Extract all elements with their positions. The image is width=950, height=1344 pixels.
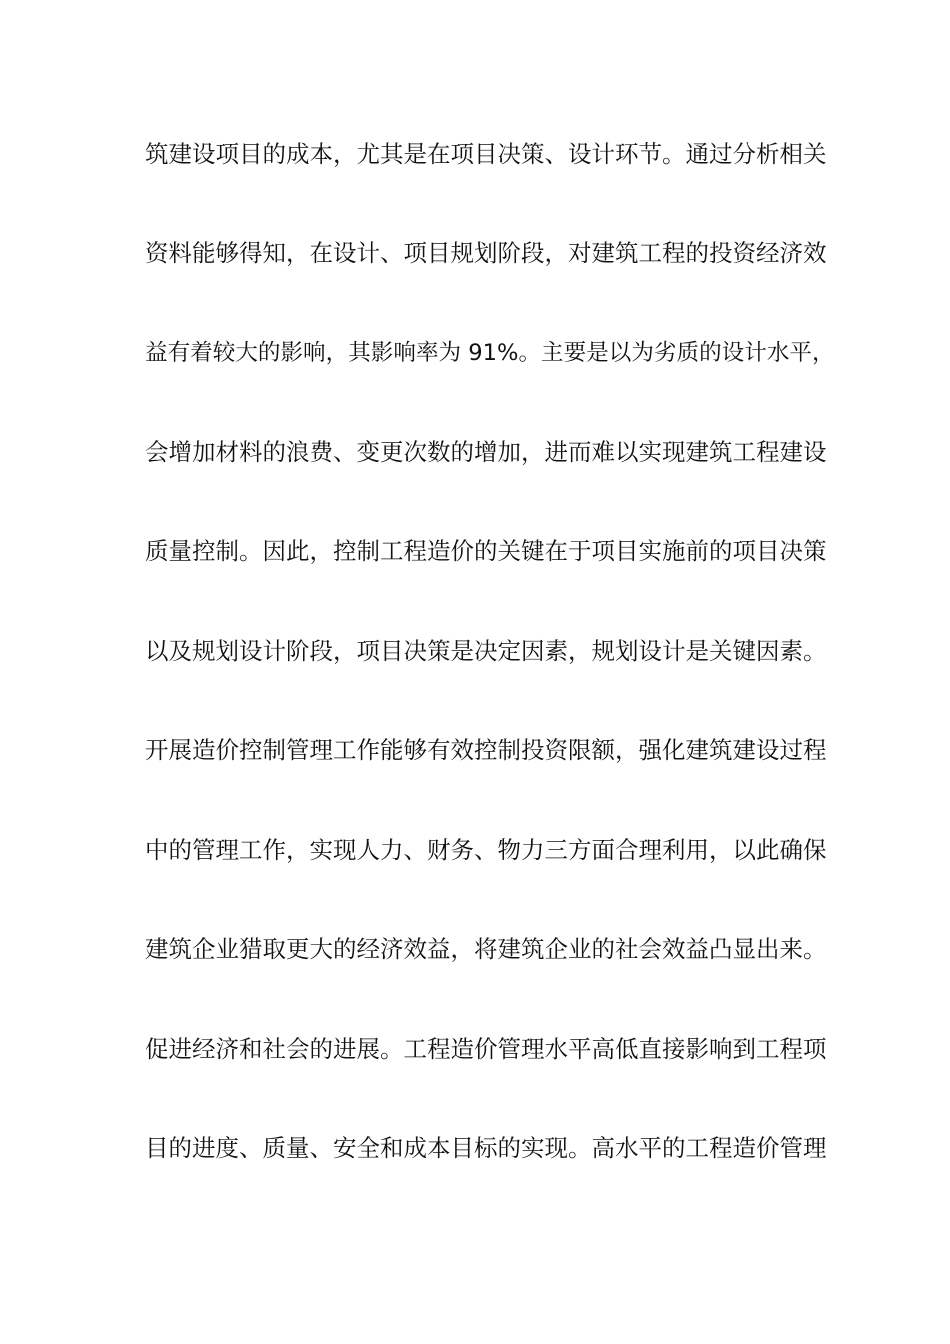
text-line: 开展造价控制管理工作能够有效控制投资限额，强化建筑建设过程 — [145, 736, 827, 764]
text-line: 建筑企业猎取更大的经济效益，将建筑企业的社会效益凸显出来。 — [145, 935, 827, 963]
text-line: 资料能够得知，在设计、项目规划阶段，对建筑工程的投资经济效 — [145, 239, 827, 267]
text-line: 会增加材料的浪费、变更次数的增加，进而难以实现建筑工程建设 — [145, 438, 827, 466]
text-line: 质量控制。因此，控制工程造价的关键在于项目实施前的项目决策 — [145, 537, 827, 565]
text-line: 促进经济和社会的进展。工程造价管理水平高低直接影响到工程项 — [145, 1035, 827, 1063]
text-line: 益有着较大的影响，其影响率为 91%。主要是以为劣质的设计水平， — [145, 340, 835, 366]
text-line: 目的进度、质量、安全和成本目标的实现。高水平的工程造价管理 — [145, 1134, 827, 1162]
text-line: 筑建设项目的成本，尤其是在项目决策、设计环节。通过分析相关 — [145, 140, 827, 168]
text-line: 以及规划设计阶段，项目决策是决定因素，规划设计是关键因素。 — [145, 637, 827, 665]
text-line: 中的管理工作，实现人力、财务、物力三方面合理利用，以此确保 — [145, 836, 827, 864]
